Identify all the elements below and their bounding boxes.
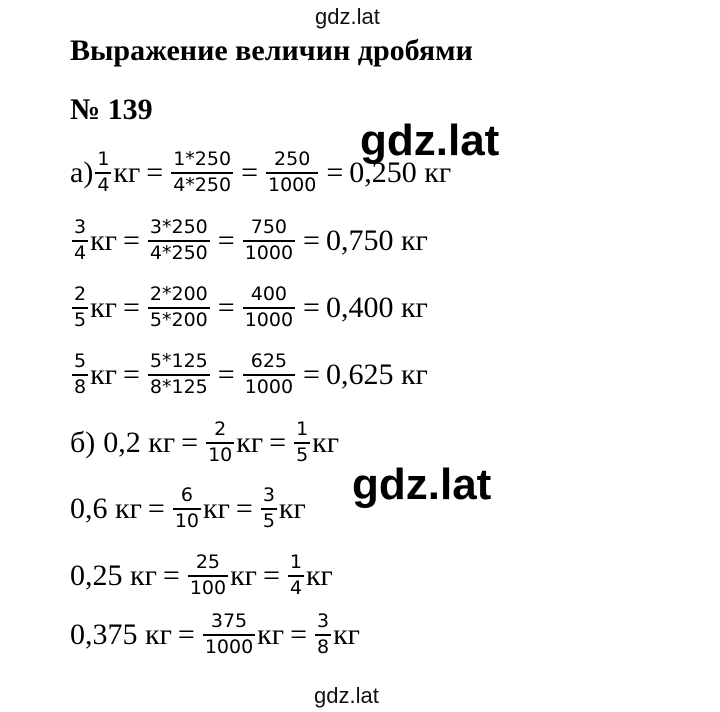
fraction: $\frac{3}{4}$: [74, 216, 87, 264]
page-title: Выражение величин дробями: [70, 34, 473, 67]
watermark-large-2: gdz.lat: [352, 460, 492, 509]
fraction: $\frac{1*250}{4*250}$: [173, 148, 232, 196]
part-a-row-4: $\frac{5}{8}$ кг = $\frac{5*125}{8*125}$ = $\frac{625}{1000}$ = 0,625 кг: [74, 350, 428, 398]
part-b-row-1: б) 0,2 кг = $\frac{2}{10}$ кг = $\frac{1}{5}$ кг: [70, 418, 340, 466]
fraction: $\frac{5}{8}$: [74, 350, 87, 398]
fraction: $\frac{625}{1000}$: [244, 350, 294, 398]
fraction: $\frac{400}{1000}$: [244, 283, 294, 331]
fraction: $\frac{2}{10}$: [208, 418, 233, 466]
part-b-row-3: 0,25 кг = $\frac{25}{100}$ кг = $\frac{1}{4}$ кг: [70, 551, 333, 599]
part-a-row-2: $\frac{3}{4}$ кг = $\frac{3*250}{4*250}$ = $\frac{750}{1000}$ = 0,750 кг: [74, 216, 428, 264]
part-a-row-3: $\frac{2}{5}$ кг = $\frac{2*200}{5*200}$ = $\frac{400}{1000}$ = 0,400 кг: [74, 283, 428, 331]
fraction: $\frac{6}{10}$: [174, 484, 199, 532]
watermark-large-1: gdz.lat: [360, 116, 500, 165]
part-b-row-4: 0,375 кг = $\frac{375}{1000}$ кг = $\frac{3}{8}$ кг: [70, 610, 360, 658]
fraction: $\frac{1}{4}$: [289, 551, 302, 599]
part-a-label: а): [70, 155, 94, 189]
fraction: $\frac{1}{5}$: [296, 418, 309, 466]
fraction: $\frac{375}{1000}$: [204, 610, 254, 658]
fraction: $\frac{3*250}{4*250}$: [149, 216, 208, 264]
fraction: $\frac{750}{1000}$: [244, 216, 294, 264]
fraction: $\frac{5*125}{8*125}$: [149, 350, 208, 398]
fraction: $\frac{3}{8}$: [316, 610, 330, 658]
exercise-number: № 139: [70, 93, 153, 126]
part-a-row-1: а) $\frac{1}{4}$ кг = $\frac{1*250}{4*250}$ = $\frac{250}{1000}$ = 0,250 кг: [70, 148, 452, 196]
fraction: $\frac{2*200}{5*200}$: [149, 283, 208, 331]
fraction: $\frac{25}{100}$: [189, 551, 227, 599]
part-b-row-2: 0,6 кг = $\frac{6}{10}$ кг = $\frac{3}{5}$ кг: [70, 484, 306, 532]
watermark-bottom: gdz.lat: [314, 683, 379, 708]
fraction: $\frac{2}{5}$: [74, 283, 87, 331]
fraction: $\frac{1}{4}$: [97, 148, 110, 196]
fraction: $\frac{3}{5}$: [262, 484, 275, 532]
part-b-label: б): [70, 425, 96, 459]
watermark-top: gdz.lat: [315, 4, 380, 29]
fraction: $\frac{250}{1000}$: [268, 148, 317, 196]
